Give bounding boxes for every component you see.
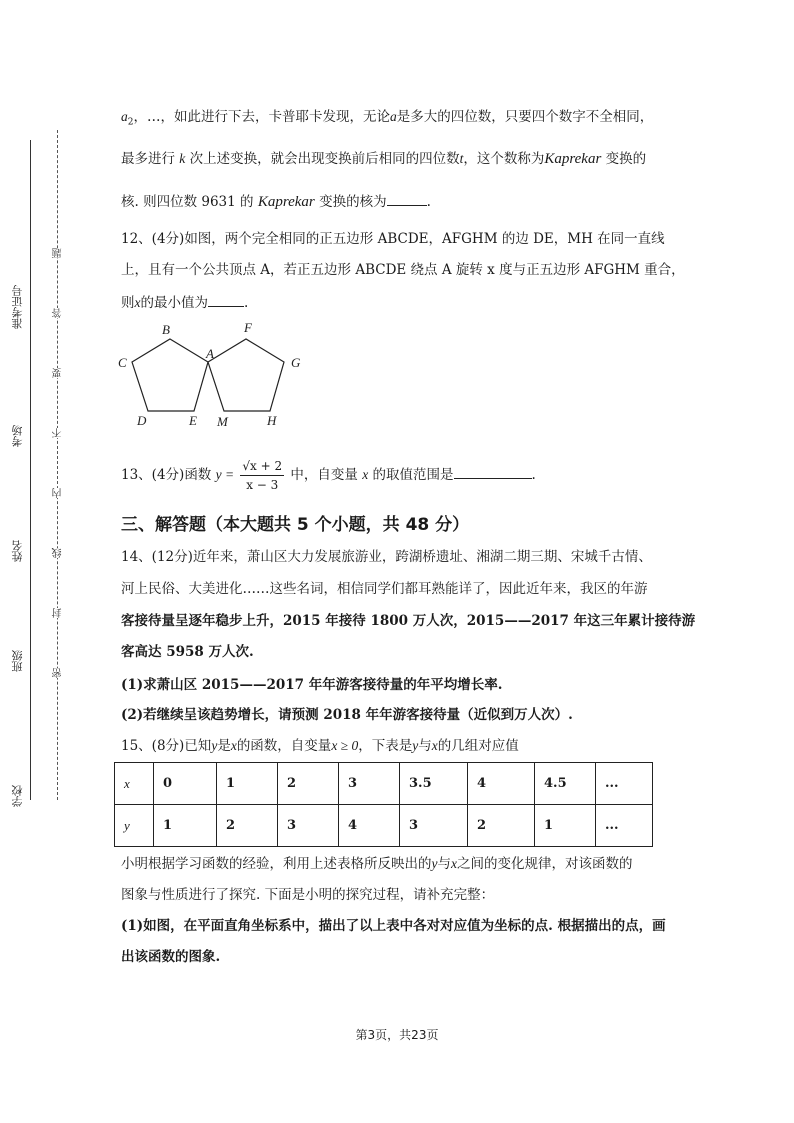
- seal-char: 答: [53, 308, 64, 318]
- seal-char: 题: [53, 248, 64, 258]
- table-row-y: [115, 805, 653, 847]
- table-cell: ...: [596, 763, 653, 805]
- point-label-m: M: [217, 414, 228, 429]
- pentagon-afghm: [208, 339, 284, 411]
- table-cell: 3: [278, 805, 339, 847]
- point-label-a: A: [206, 346, 214, 361]
- table-header-y: y: [115, 805, 154, 847]
- q14-line-2: 河上民俗、大美进化……这些名词，相信同学们都耳熟能详了，因此近年来，我区的年游: [121, 581, 648, 597]
- q11-line-3: 核. 则四位数 9631 的 Kaprekar 变换的核为 .: [121, 191, 431, 211]
- table-cell: 4: [339, 805, 400, 847]
- q14-part-1: (1)求萧山区 2015——2017 年年游客接待量的年平均增长率.: [121, 677, 503, 693]
- q15-part-1-line-2: 出该函数的图象.: [121, 949, 221, 965]
- table-cell: 1: [217, 763, 278, 805]
- table-row-x: [115, 763, 653, 805]
- pentagon-figure: [110, 318, 320, 433]
- table-cell: 4: [468, 763, 535, 805]
- point-label-h: H: [267, 413, 277, 428]
- q14-line-3: 客接待量呈逐年稳步上升，2015 年接待 1800 万人次，2015——2017 年这三年累计接待游: [121, 613, 696, 629]
- table-cell: 0: [154, 763, 217, 805]
- q11-line-1: $a_2$，…，如此进行下去，卡普耶卡发现，无论a是多大的四位数，只要四个数字不全相同，: [121, 109, 654, 128]
- q13-fraction: $\frac{√x + 2}{x - 3}$: [242, 459, 283, 492]
- q14-line-4: 客高达 5958 万人次.: [121, 644, 254, 660]
- seal-dashed-line: [57, 130, 58, 800]
- pentagon-abcde: [132, 339, 208, 411]
- answer-blank[interactable]: [208, 292, 244, 307]
- point-label-b: B: [162, 322, 170, 337]
- q12-line-3: 则x的最小值为 .: [121, 292, 248, 312]
- q15-after-line-1: 小明根据学习函数的经验，利用上述表格所反映出的y与x之间的变化规律，对该函数的: [121, 856, 633, 872]
- point-label-d: D: [137, 413, 147, 428]
- margin-label-name: 姓名: [11, 540, 24, 562]
- seal-char: 封: [53, 608, 64, 618]
- table-cell: ...: [596, 805, 653, 847]
- seal-char: 内: [53, 488, 64, 498]
- table-cell: 2: [217, 805, 278, 847]
- margin-label-class: 班级: [11, 650, 24, 672]
- margin-label-exam-room: 考场: [11, 425, 24, 447]
- q12-line-1: 12、(4分)如图，两个完全相同的正五边形 ABCDE，AFGHM 的边 DE，MH 在同一直线: [121, 231, 665, 247]
- q13-line: 13、(4分)函数 y = $\frac{√x + 2}{x - 3}$ 中，自变量 x 的取值范围是 .: [121, 459, 536, 492]
- table-cell: 3.5: [400, 763, 468, 805]
- table-cell: 2: [278, 763, 339, 805]
- table-cell: 4.5: [535, 763, 596, 805]
- page-number-footer: 第3页，共23页: [355, 1028, 439, 1042]
- point-label-g: G: [291, 355, 301, 370]
- q14-line-1: 14、(12分)近年来，萧山区大力发展旅游业，跨湖桥遗址、湘湖二期三期、宋城千古情、: [121, 549, 652, 565]
- point-label-f: F: [244, 320, 252, 335]
- answer-blank[interactable]: [454, 464, 532, 479]
- margin-label-exam-number: 准考证号: [11, 285, 24, 329]
- table-cell: 3: [339, 763, 400, 805]
- table-cell: 3: [400, 805, 468, 847]
- seal-char: 不: [53, 428, 64, 438]
- point-label-c: C: [118, 355, 127, 370]
- table-cell: 1: [535, 805, 596, 847]
- table-cell: 2: [468, 805, 535, 847]
- q14-part-2: (2)若继续呈该趋势增长，请预测 2018 年年游客接待量（近似到万人次）.: [121, 707, 573, 723]
- answer-blank[interactable]: [387, 191, 427, 206]
- q15-part-1-line-1: (1)如图，在平面直角坐标系中，描出了以上表中各对对应值为坐标的点. 根据描出的点，画: [121, 918, 666, 934]
- seal-char: 密: [53, 668, 64, 678]
- table-header-x: x: [115, 763, 154, 805]
- q11-line-2: 最多进行 k 次上述变换，就会出现变换前后相同的四位数t，这个数称为Kaprekar 变换的: [121, 151, 647, 167]
- q15-line-1: 15、(8分)已知y是x的函数，自变量x ≥ 0，下表是y与x的几组对应值: [121, 738, 519, 754]
- seal-char: 要: [53, 368, 64, 378]
- margin-label-school: 学校: [11, 785, 24, 807]
- seal-char: 线: [53, 548, 64, 558]
- xy-value-table: [114, 762, 653, 847]
- margin-rule: [30, 140, 31, 800]
- point-label-e: E: [189, 413, 197, 428]
- table-cell: 1: [154, 805, 217, 847]
- q12-line-2: 上，且有一个公共顶点 A，若正五边形 ABCDE 绕点 A 旋转 x 度与正五边形 AFGHM 重合，: [121, 262, 685, 278]
- section-heading: 三、解答题（本大题共 5 个小题，共 48 分）: [121, 515, 470, 535]
- q15-after-line-2: 图象与性质进行了探究. 下面是小明的探究过程，请补充完整：: [121, 887, 495, 903]
